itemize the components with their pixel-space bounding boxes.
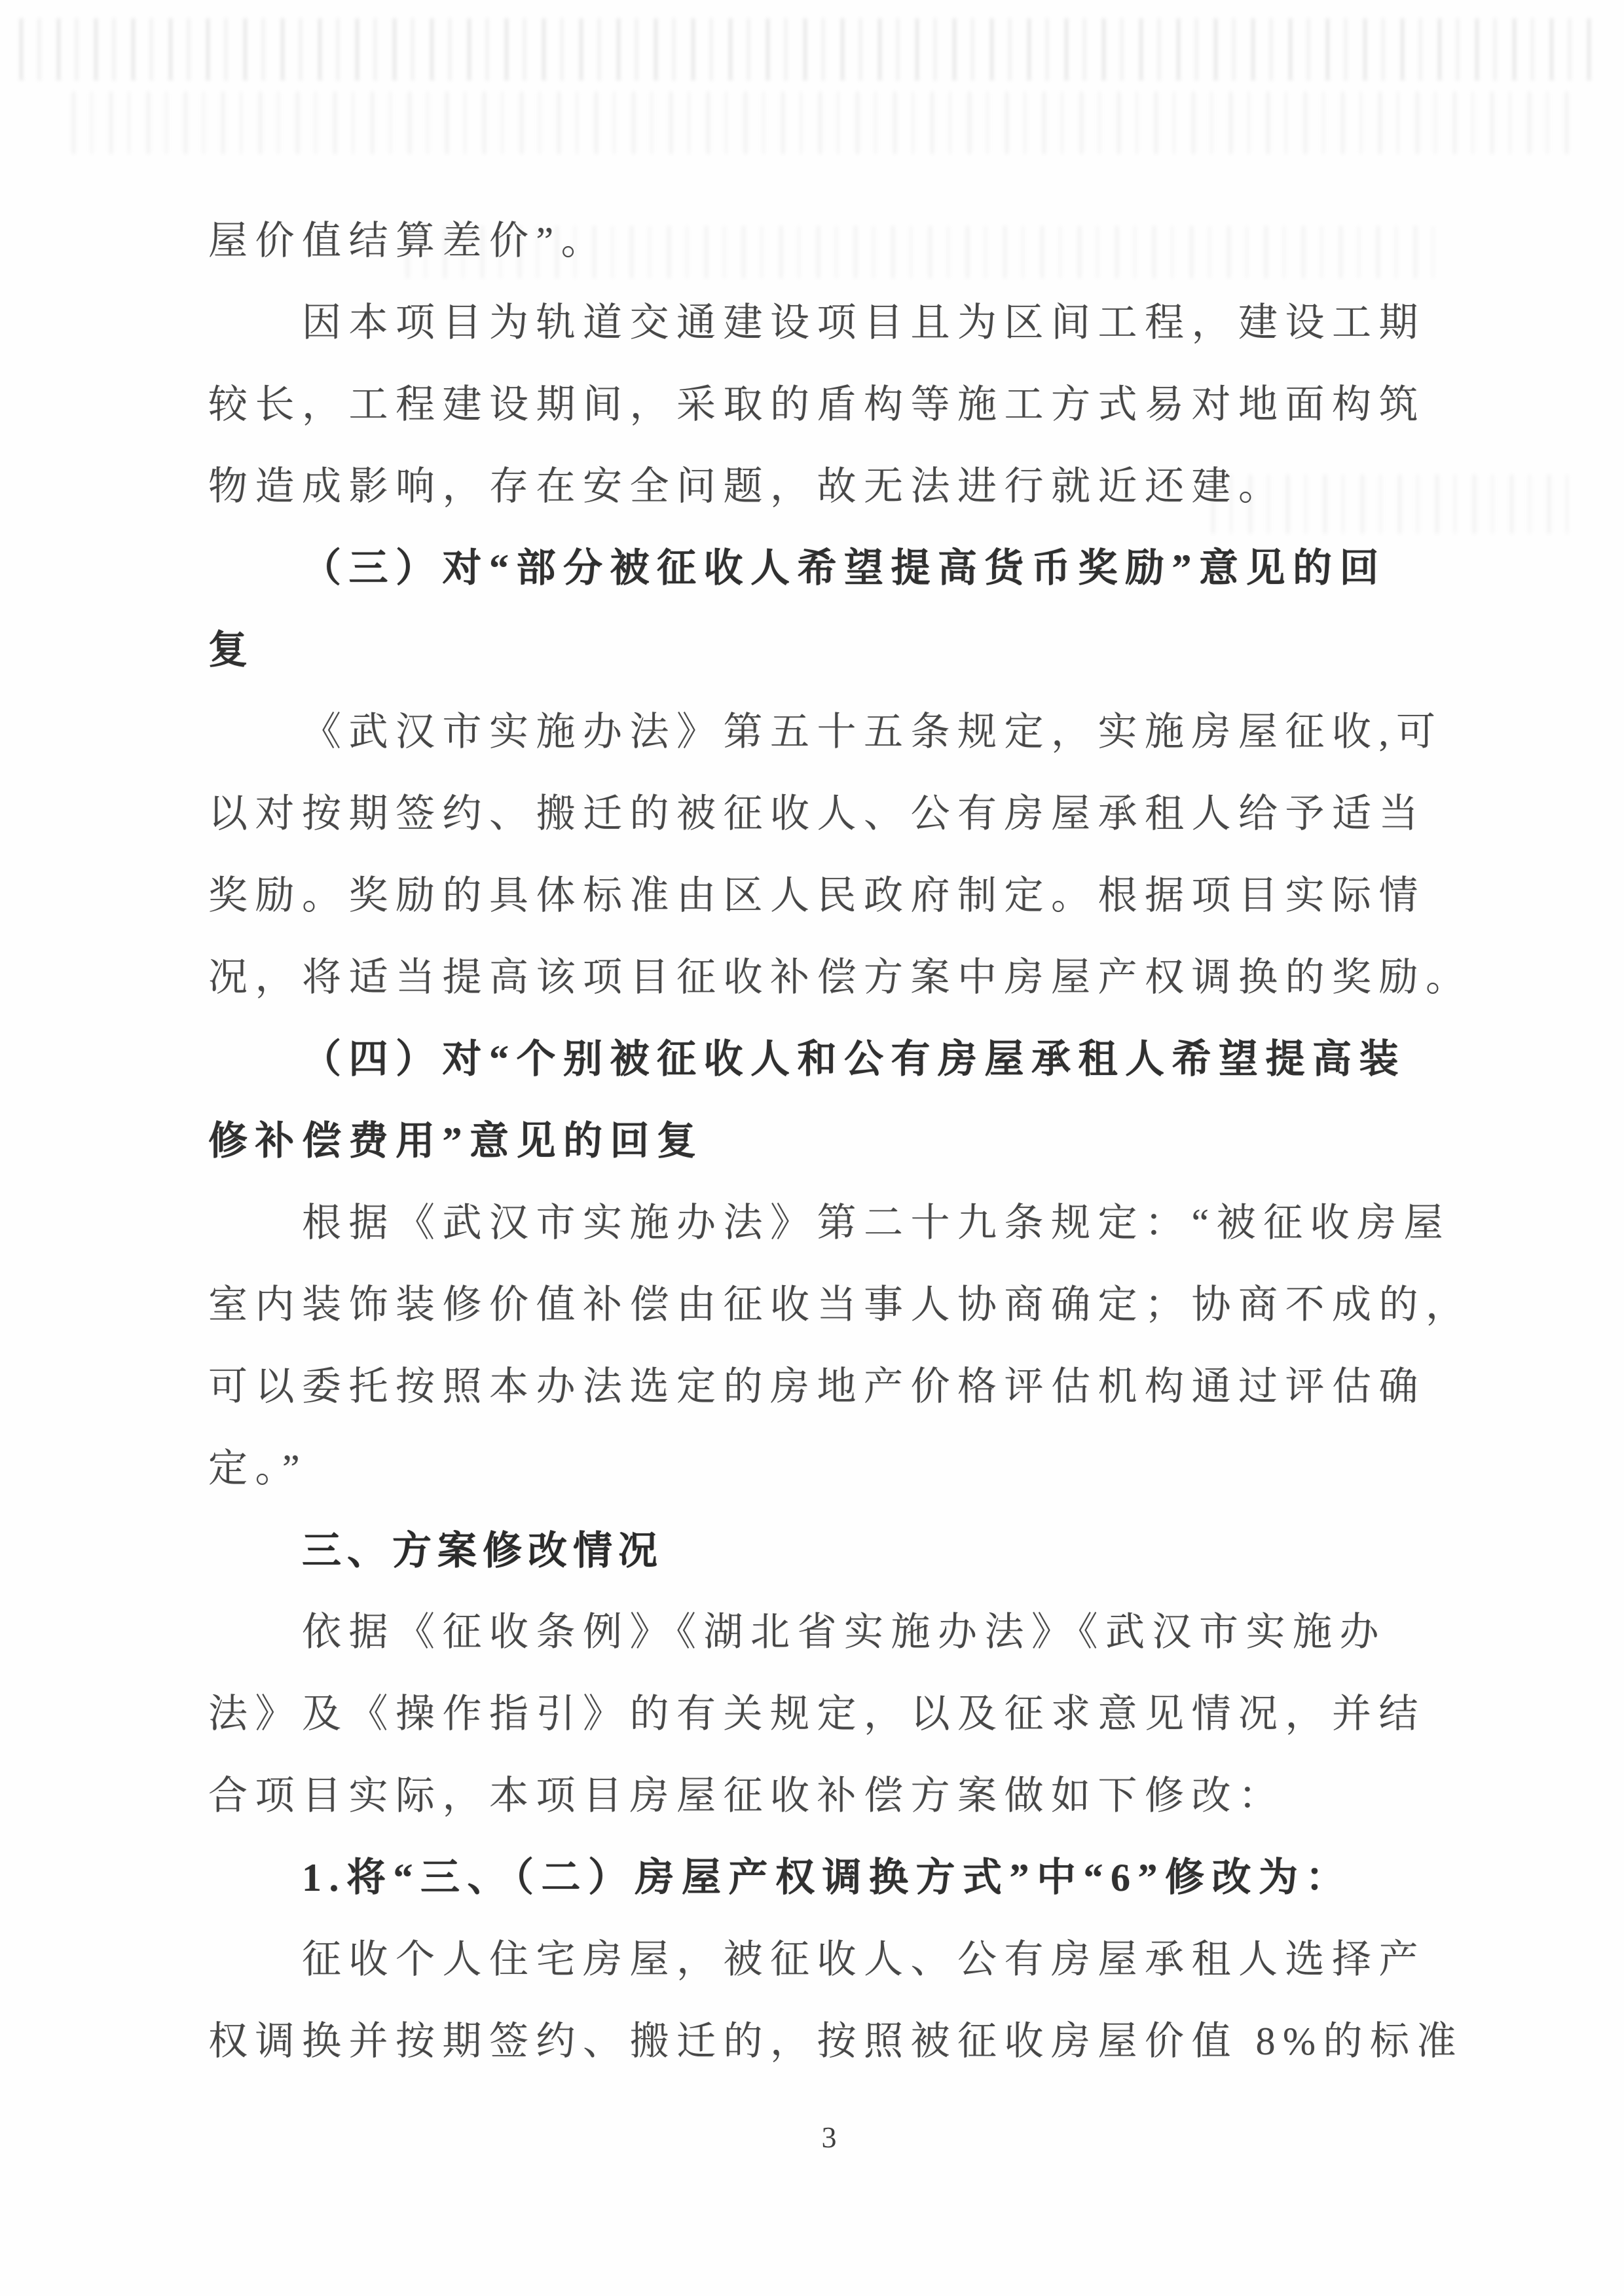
text-line-emphasis: （三）对“部分被征收人希望提高货币奖励”意见的回 [302,547,1386,590]
text-line-emphasis: 1.将“三、（二）房屋产权调换方式”中“6”修改为： [302,1856,1352,1899]
text-line: 物造成影响，存在安全问题，故无法进行就近还建。 [208,465,1285,508]
section-heading: 三、方案修改情况 [302,1529,663,1573]
text-line: 奖励。奖励的具体标准由区人民政府制定。根据项目实际情 [208,874,1426,917]
text-line: 况，将适当提高该项目征收补偿方案中房屋产权调换的奖励。 [208,956,1473,999]
text-line-emphasis: 修补偿费用”意见的回复 [208,1120,704,1163]
text-line: 可以委托按照本办法选定的房地产价格评估机构通过评估确 [208,1365,1426,1408]
text-line: 合项目实际，本项目房屋征收补偿方案做如下修改： [208,1774,1285,1817]
page-number: 3 [821,2121,837,2154]
text-line: 屋价值结算差价”。 [208,219,608,263]
text-line: 定。” [208,1447,308,1490]
text-line: 室内装饰装修价值补偿由征收当事人协商确定；协商不成的， [208,1283,1473,1326]
text-line: 征收个人住宅房屋，被征收人、公有房屋承租人选择产 [302,1938,1426,1981]
text-line: 因本项目为轨道交通建设项目且为区间工程，建设工期 [302,301,1426,344]
text-line: 法》及《操作指引》的有关规定，以及征求意见情况，并结 [208,1692,1426,1736]
text-line: 依据《征收条例》《湖北省实施办法》《武汉市实施办 [302,1611,1386,1654]
scan-bleedthrough-artifact [20,18,1604,81]
scan-bleedthrough-artifact [72,92,1578,154]
text-line: 以对按期签约、搬迁的被征收人、公有房屋承租人给予适当 [208,792,1426,835]
text-line-emphasis: 复 [208,629,255,672]
text-line: 权调换并按期签约、搬迁的，按照被征收房屋价值 8%的标准 [208,2020,1464,2063]
text-block [208,200,1473,2083]
text-line: 根据《武汉市实施办法》第二十九条规定：“被征收房屋 [302,1201,1451,1245]
text-line: 《武汉市实施办法》第五十五条规定，实施房屋征收,可 [302,710,1443,754]
text-line: 较长，工程建设期间，采取的盾构等施工方式易对地面构筑 [208,383,1426,426]
text-line-emphasis: （四）对“个别被征收人和公有房屋承租人希望提高装 [302,1038,1406,1081]
